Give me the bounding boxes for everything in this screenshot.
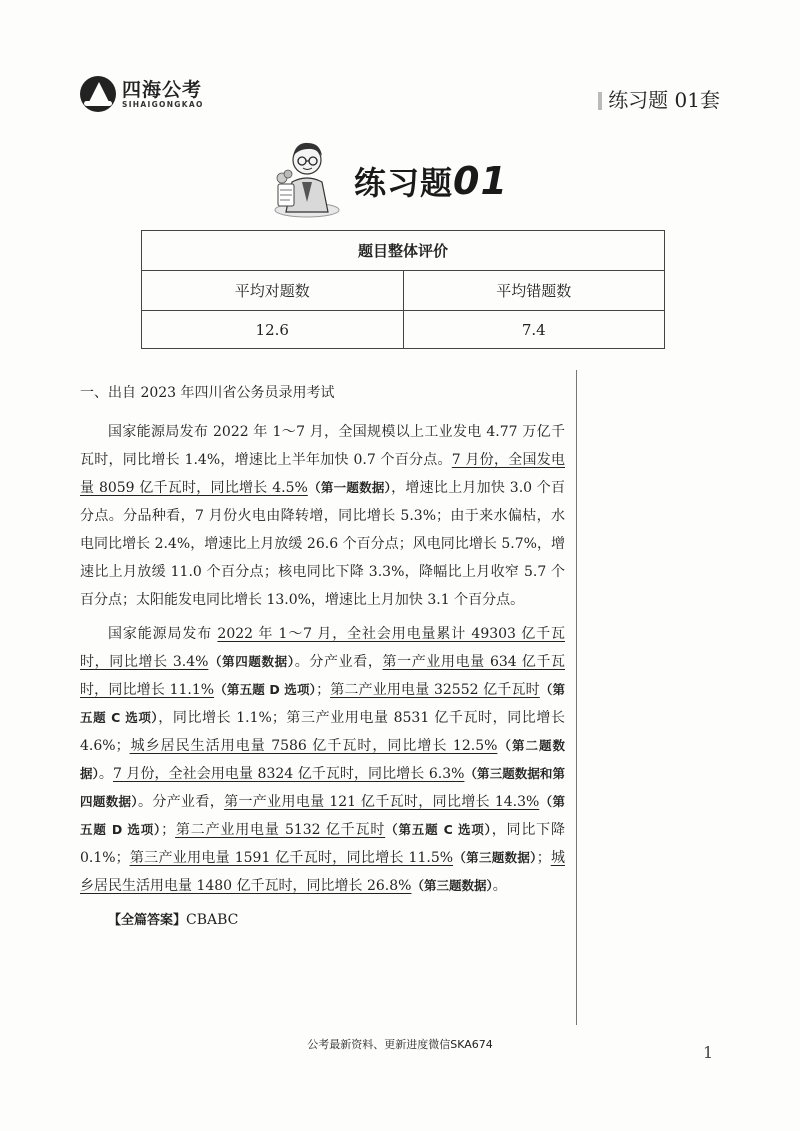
text-segment: 。分产业看，	[138, 794, 225, 810]
teacher-mascot-icon	[272, 132, 342, 218]
question-ref: （第四题数据）	[208, 654, 295, 669]
question-ref: （第三题数据）	[411, 878, 493, 893]
sailboat-logo-icon	[80, 76, 116, 112]
underlined-data: 第二产业用电量 5132 亿千瓦时	[175, 822, 386, 838]
underlined-data: 城乡居民生活用电量 7586 亿千瓦时，同比增长 12.5%	[129, 738, 498, 754]
evaluation-table	[141, 230, 665, 349]
avg-correct-label: 平均对题数	[142, 271, 404, 311]
banner-title-text: 练习题	[354, 164, 454, 202]
text-segment: 国家能源局发布	[108, 626, 218, 642]
page-number: 1	[703, 1043, 714, 1062]
logo-name-cn: 四海公考	[122, 78, 203, 101]
title-accent-bar	[598, 92, 602, 110]
question-ref: （第五题 D 选项）	[214, 682, 317, 697]
paragraph-1	[80, 418, 565, 614]
answer-line	[80, 906, 565, 935]
text-segment: ，增速比上月加快 3.0 个百分点。分品种看，7 月份火电由降转增，同比增长 5.3%；由于来水偏枯，水电同比增长 2.4%，增速比上月放缓 26.6 个百分点；风电同比增长 5.7%，增速比上月放缓 11.0 个百分点；核电同比下降 3.3%，降幅比上月收窄 5.7 个百分点；太阳能发电同比增长 13.0%，增速比上月加快 3.1 个百分点。	[80, 480, 565, 608]
text-segment: ；	[161, 822, 176, 838]
exercise-banner	[270, 132, 530, 220]
question-ref: （第一题数据）	[307, 480, 392, 495]
question-ref: （第五题 C 选项）	[385, 822, 492, 837]
answer-label: 【全篇答案】	[108, 913, 187, 928]
banner-title-number: 01	[453, 159, 508, 203]
page-header	[0, 0, 800, 130]
question-ref: （第三题数据和第四题数据）	[80, 766, 565, 809]
underlined-data: 第一产业用电量 121 亿千瓦时，同比增长 14.3%	[224, 794, 540, 810]
exercise-set-title: 练习题 01套	[608, 88, 720, 112]
logo-name-en: SIHAIGONGKAO	[122, 99, 204, 109]
text-segment: ；	[536, 850, 551, 866]
text-segment: 国家能源局发布 2022 年 1～7 月，全国规模以上工业发电 4.77 万亿千瓦时，同比增长 1.4%，增速比上半年加快 0.7 个百分点。	[80, 424, 565, 468]
underlined-data: 2022 年 1～7 月，全社会用电量累计 49303 亿千瓦时，同比增长 3.4%	[80, 626, 566, 670]
banner-title	[354, 158, 508, 204]
text-segment: 。分产业看，	[294, 654, 383, 670]
question-ref: （第五题 C 选项）	[80, 682, 565, 725]
underlined-data: 城乡居民生活用电量 1480 亿千瓦时，同比增长 26.8%	[80, 850, 566, 894]
underlined-data: 第二产业用电量 32552 亿千瓦时	[330, 682, 540, 698]
text-segment: ；	[316, 682, 331, 698]
question-ref: （第三题数据）	[453, 850, 537, 865]
passage-content	[80, 380, 565, 935]
paragraph-2	[80, 620, 565, 900]
text-segment: 。	[98, 766, 113, 782]
evaluation-heading: 题目整体评价	[142, 231, 665, 271]
avg-wrong-value: 7.4	[403, 311, 665, 349]
brand-logo	[80, 76, 204, 112]
question-ref: （第二题数据）	[80, 738, 565, 781]
text-segment: ，同比增长 1.1%；第三产业用电量 8531 亿千瓦时，同比增长 4.6%；	[80, 710, 565, 754]
answer-value: CBABC	[186, 912, 239, 928]
footer-note: 公考最新资料、更新进度微信SKA674	[307, 1038, 493, 1051]
question-ref: （第五题 D 选项）	[80, 794, 565, 837]
avg-wrong-label: 平均错题数	[403, 271, 665, 311]
section-title: 一、出自 2023 年四川省公务员录用考试	[80, 385, 335, 401]
margin-rule	[576, 370, 577, 1025]
underlined-data: 第三产业用电量 1591 亿千瓦时，同比增长 11.5%	[129, 850, 454, 866]
text-segment: ，同比下降 0.1%；	[80, 822, 565, 866]
text-segment: 。	[492, 878, 507, 894]
underlined-data: 7 月份，全社会用电量 8324 亿千瓦时，同比增长 6.3%	[112, 766, 465, 782]
underlined-data: 7 月份，全国发电量 8059 亿千瓦时，同比增长 4.5%	[80, 452, 566, 496]
avg-correct-value: 12.6	[142, 311, 404, 349]
underlined-data: 第一产业用电量 634 亿千瓦时，同比增长 11.1%	[80, 654, 565, 698]
